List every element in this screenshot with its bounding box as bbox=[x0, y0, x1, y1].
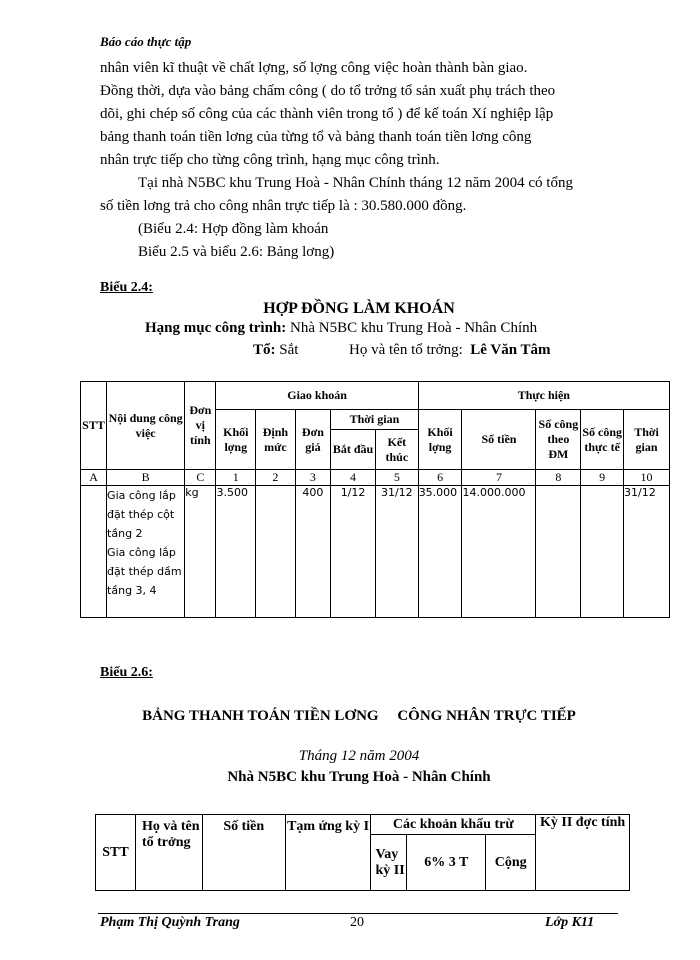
row-bat-dau: 1/12 bbox=[331, 486, 376, 618]
footer-author: Phạm Thị Quỳnh Trang bbox=[100, 915, 240, 930]
payroll-table bbox=[95, 814, 630, 891]
code-cell: 4 bbox=[331, 470, 376, 486]
reference-line-2: Biểu 2.5 và biểu 2.6: Bảng lơng) bbox=[138, 244, 335, 260]
code-cell: 10 bbox=[624, 470, 670, 486]
th2-so-tien: Số tiền bbox=[202, 815, 285, 891]
row-content-1: Gia công lắp đặt thép cột tầng 2 bbox=[107, 489, 176, 540]
th-unit: Đơn vị tính bbox=[185, 382, 216, 470]
code-cell: 5 bbox=[375, 470, 418, 486]
para1-line-3: dõi, ghi chép số công của các thành viên trong tổ ) để kế toán Xí nghiệp lập bbox=[100, 106, 554, 122]
th-so-cong-dm: Số công theo ĐM bbox=[536, 410, 581, 470]
team-value: Sắt bbox=[279, 342, 299, 358]
row-content bbox=[107, 486, 185, 618]
th-so-cong-tt: Số công thực tế bbox=[581, 410, 624, 470]
team-line bbox=[253, 342, 298, 359]
th-dinh-muc: Định mức bbox=[256, 410, 296, 470]
project-line bbox=[145, 320, 537, 337]
th2-name: Họ và tên tổ trởng bbox=[135, 815, 202, 891]
th2-ky-2: Kỳ II đợc tính bbox=[536, 815, 630, 891]
th2-stt: STT bbox=[96, 815, 136, 891]
th-don-gia: Đơn giá bbox=[295, 410, 330, 470]
para1-line-4: bảng thanh toán tiền lơng của từng tổ và bảng thanh toán tiền lơng công bbox=[100, 129, 532, 145]
code-cell: A bbox=[81, 470, 107, 486]
leader-value: Lê Văn Tâm bbox=[470, 342, 551, 358]
report-header-note: Báo cáo thực tập bbox=[100, 34, 192, 49]
reference-line-1: (Biểu 2.4: Hợp đồng làm khoán bbox=[138, 221, 329, 237]
th2-tam-ung: Tạm ứng kỳ I bbox=[285, 815, 371, 891]
project-value: Nhà N5BC khu Trung Hoà - Nhân Chính bbox=[290, 320, 538, 336]
para1-line-5: nhân trực tiếp cho từng công trình, hạng mục công trình. bbox=[100, 152, 440, 168]
th-content: Nội dung công việc bbox=[107, 382, 185, 470]
para1-line-2: Đồng thời, dựa vào bảng chấm công ( do tổ trởng tổ sản xuất phụ trách theo bbox=[100, 83, 556, 99]
row-stt bbox=[81, 486, 107, 618]
th-bat-dau: Bắt đầu bbox=[331, 430, 376, 470]
contract-title: HỢP ĐỒNG LÀM KHOÁN bbox=[263, 300, 455, 317]
code-cell: 6 bbox=[418, 470, 462, 486]
code-cell: 7 bbox=[462, 470, 536, 486]
para1-line-1: nhân viên kĩ thuật về chất lợng, số lợng công việc hoàn thành bàn giao. bbox=[100, 60, 528, 76]
row-khoi-luong-1: 3.500 bbox=[216, 486, 256, 618]
row-ket-thuc: 31/12 bbox=[375, 486, 418, 618]
row-khoi-luong-2: 35.000 bbox=[418, 486, 462, 618]
code-cell: 9 bbox=[581, 470, 624, 486]
project-label: Hạng mục công trình: bbox=[145, 320, 287, 336]
th-thoi-gian-2: Thời gian bbox=[624, 410, 670, 470]
row-content-2: Gia công lắp đặt thép dầm tầng 3, 4 bbox=[107, 546, 182, 597]
th2-6pct: 6% 3 T bbox=[407, 835, 486, 891]
row-so-cong-tt bbox=[581, 486, 624, 618]
code-cell: C bbox=[185, 470, 216, 486]
row-don-gia: 400 bbox=[295, 486, 330, 618]
code-cell: 3 bbox=[295, 470, 330, 486]
th-so-tien: Số tiền bbox=[462, 410, 536, 470]
bieu-2-4-label: Biểu 2.4: bbox=[100, 280, 153, 295]
th2-cong: Cộng bbox=[486, 835, 536, 891]
code-cell: B bbox=[107, 470, 185, 486]
contract-table bbox=[80, 381, 670, 618]
payroll-title: BẢNG THANH TOÁN TIỀN LƠNG CÔNG NHÂN TRỰC TIẾP bbox=[142, 708, 576, 724]
row-thoi-gian: 31/12 bbox=[624, 486, 670, 618]
th-khoi-luong-1: Khối lợng bbox=[216, 410, 256, 470]
footer-rule bbox=[98, 913, 618, 914]
row-dinh-muc bbox=[256, 486, 296, 618]
code-cell: 8 bbox=[536, 470, 581, 486]
payroll-month: Tháng 12 năm 2004 bbox=[298, 748, 420, 764]
leader-label: Họ và tên tổ trởng: bbox=[349, 342, 463, 358]
th-giao-khoan: Giao khoán bbox=[216, 382, 418, 410]
th2-khau-tru: Các khoản khấu trừ bbox=[371, 815, 536, 835]
payroll-project: Nhà N5BC khu Trung Hoà - Nhân Chính bbox=[227, 769, 491, 785]
footer-class: Lớp K11 bbox=[545, 915, 595, 930]
th-ket-thuc: Kết thúc bbox=[375, 430, 418, 470]
row-unit: kg bbox=[185, 486, 216, 618]
para2-line-2: số tiền lơng trả cho công nhân trực tiếp là : 30.580.000 đồng. bbox=[100, 198, 467, 214]
th-stt: STT bbox=[81, 382, 107, 470]
th2-vay-ky-2: Vay kỳ II bbox=[371, 835, 407, 891]
code-cell: 1 bbox=[216, 470, 256, 486]
para2-line-1: Tại nhà N5BC khu Trung Hoà - Nhân Chính tháng 12 năm 2004 có tổng bbox=[138, 175, 573, 191]
th-thuc-hien: Thực hiện bbox=[418, 382, 669, 410]
team-label: Tổ: bbox=[253, 342, 276, 358]
th-thoi-gian: Thời gian bbox=[331, 410, 419, 430]
bieu-2-6-label: Biểu 2.6: bbox=[100, 665, 153, 680]
row-so-tien: 14.000.000 bbox=[462, 486, 536, 618]
row-so-cong-dm bbox=[536, 486, 581, 618]
code-cell: 2 bbox=[256, 470, 296, 486]
th-khoi-luong-2: Khối lợng bbox=[418, 410, 462, 470]
leader-line bbox=[349, 342, 551, 359]
footer-page-number: 20 bbox=[350, 915, 364, 930]
